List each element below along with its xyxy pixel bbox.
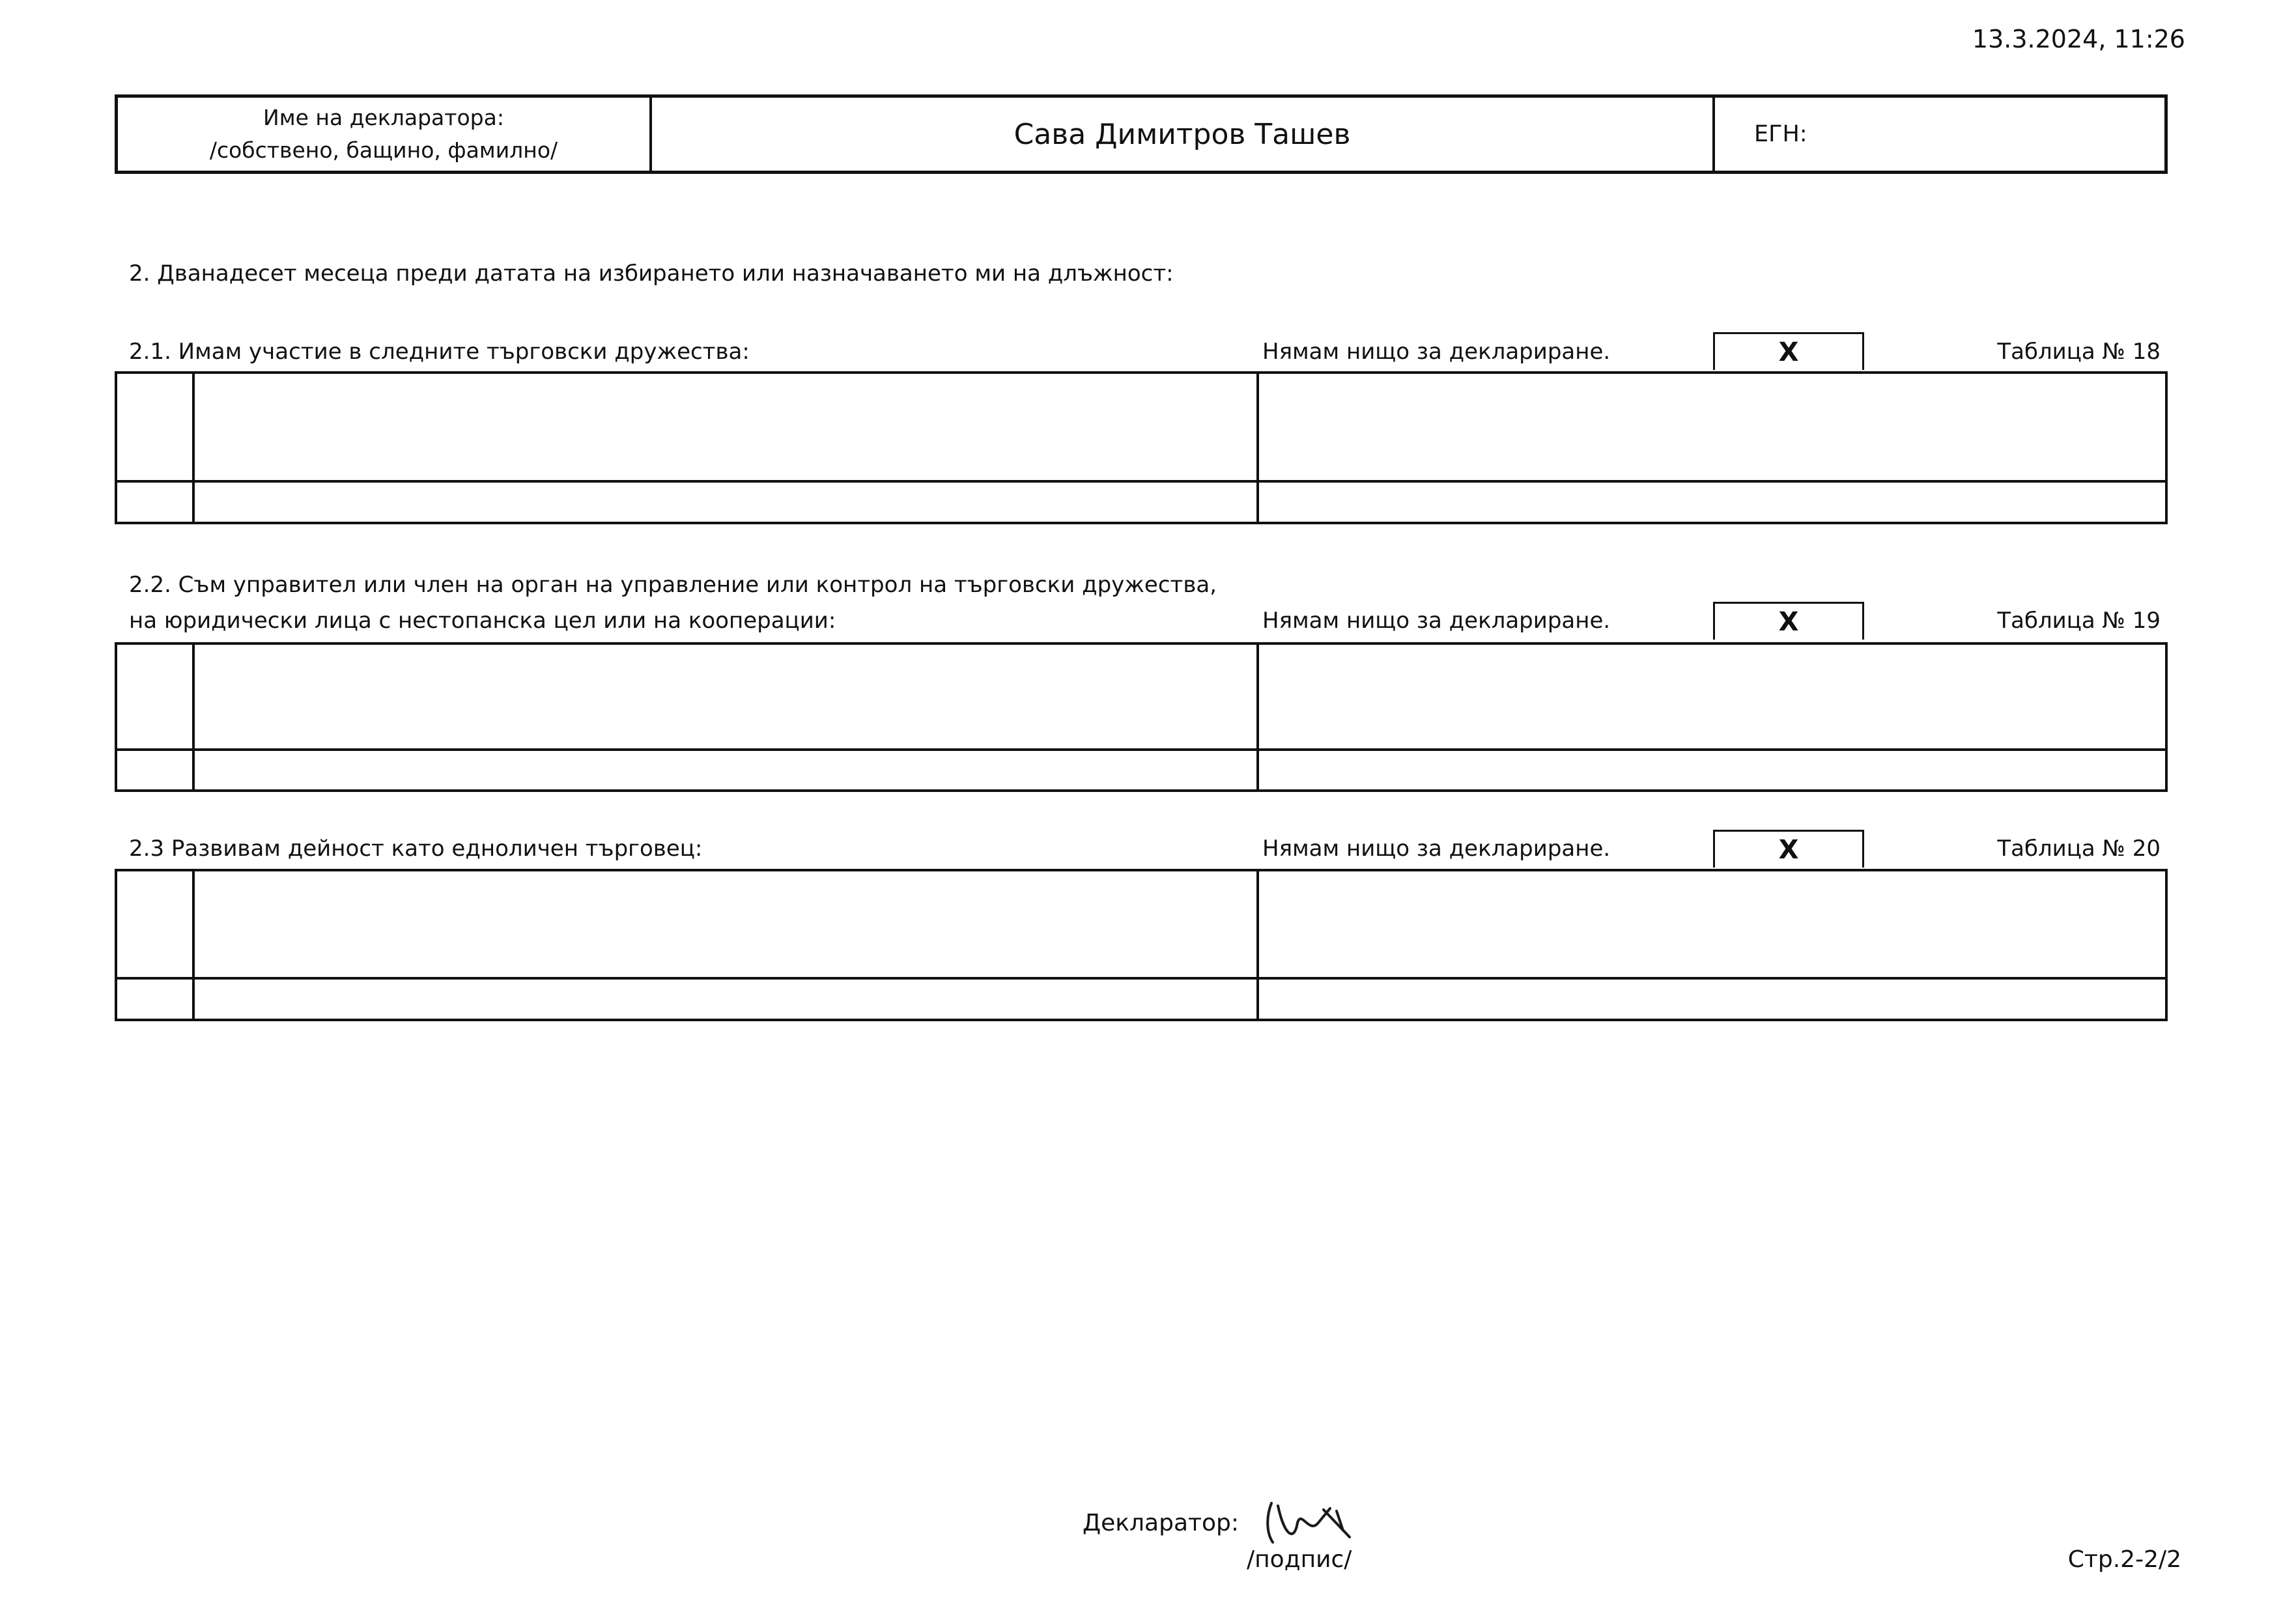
table-18-header-cell [1258,373,2166,481]
section-2-2-label: 2.2. Съм управител или член на орган на управление или контрол на търговски дружества, [129,572,1217,598]
table-19-empty-cell [1258,750,2166,791]
table-20-header-cell [1258,870,2166,978]
timestamp: 13.3.2024, 11:26 [1972,25,2185,53]
table-18-empty-cell [1258,481,2166,523]
table-20-empty-cell [116,978,193,1020]
signature-image [1258,1497,1389,1549]
section-2-1-nothing-label: Нямам нищо за деклариране. [1262,339,1611,365]
declarant-label: Име на декларатора: [263,105,504,130]
section-2-3-label: 2.3 Развивам дейност като едноличен търговец: [129,836,703,862]
table-18-empty-cell [116,481,193,523]
declarator-label: Декларатор: [1083,1510,1239,1536]
table-18-header-cell [116,373,193,481]
table-20-empty-cell [193,978,1258,1020]
table-19-header-cell [116,643,193,750]
declarant-label-hint: /собствено, бащино, фамилно/ [209,137,558,163]
section-2-1-label: 2.1. Имам участие в следните търговски дружества: [129,339,750,365]
table-20-empty-cell [1258,978,2166,1020]
table-20 [115,869,2168,1021]
section-2-3-nothing-checkbox[interactable]: X [1713,830,1864,868]
table-20-header-cell [116,870,193,978]
section-2-2-nothing-checkbox[interactable]: X [1713,602,1864,640]
table-20-number: Таблица № 20 [1997,836,2161,862]
section-2-3-nothing-label: Нямам нищо за деклариране. [1262,836,1611,862]
declarant-name: Сава Димитров Ташев [652,98,1715,171]
section-2-1-nothing-checkbox[interactable]: X [1713,332,1864,370]
table-18-empty-cell [193,481,1258,523]
signature-caption: /подпис/ [1247,1546,1352,1573]
declarant-label-cell [118,98,652,171]
section-title: 2. Дванадесет месеца преди датата на избирането или назначаването ми на длъжност: [129,261,1174,287]
table-18 [115,371,2168,524]
table-19-header-cell [1258,643,2166,750]
declarant-header [115,94,2168,174]
table-19-empty-cell [116,750,193,791]
egn-label: ЕГН: [1754,121,1807,147]
table-18-header-cell [193,373,1258,481]
table-18-number: Таблица № 18 [1997,339,2161,365]
table-19-header-cell [193,643,1258,750]
section-2-2-label-continued: на юридически лица с нестопанска цел или на кооперации: [129,608,836,634]
table-19 [115,642,2168,792]
page-number: Стр.2-2/2 [2067,1546,2181,1573]
section-2-2-nothing-label: Нямам нищо за деклариране. [1262,608,1611,634]
table-19-empty-cell [193,750,1258,791]
table-20-header-cell [193,870,1258,978]
table-19-number: Таблица № 19 [1997,608,2161,634]
